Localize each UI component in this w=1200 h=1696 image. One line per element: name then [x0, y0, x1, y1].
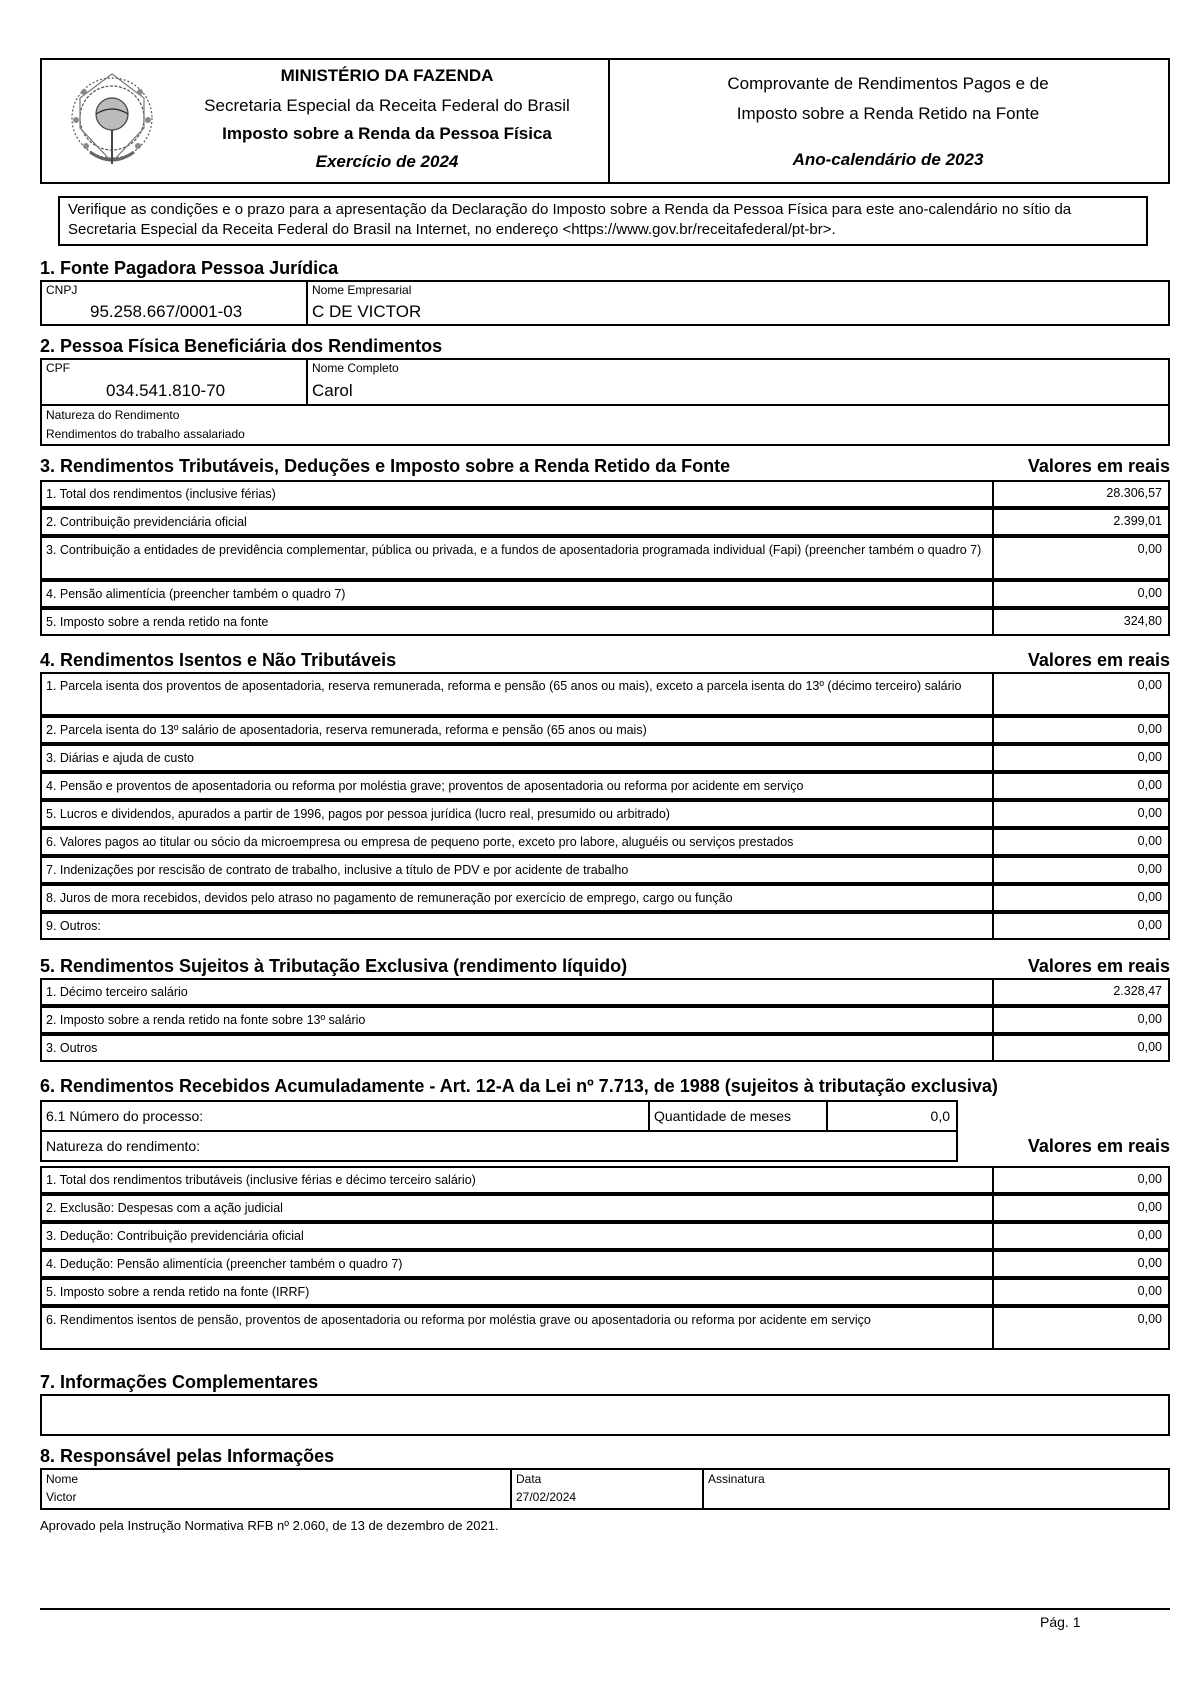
document-header	[40, 58, 1170, 184]
responsible-name-label: Nome	[46, 1472, 79, 1486]
page-number: Pág. 1	[1040, 1614, 1081, 1630]
exercise-year: Exercício de 2024	[315, 152, 459, 171]
notice-box: Verifique as condições e o prazo para a apresentação da Declaração do Imposto sobre a Renda da Pessoa Física para este ano-calendário no sítio da Secretaria Especial da Receita Federal do Brasil na Internet, no endereço <https://www.gov.br/receitafederal/pt-br>.	[58, 196, 1148, 246]
section-3-title: 3. Rendimentos Tributáveis, Deduções e Imposto sobre a Renda Retido da Fonte	[40, 456, 731, 476]
table-row	[40, 608, 1170, 636]
row-label: 3. Contribuição a entidades de previdência complementar, pública ou privada, e a fundos de aposentadoria programada individual (Fapi) (preencher também o quadro 7)	[46, 543, 982, 557]
company-name-value: C DE VICTOR	[312, 302, 422, 321]
section-1-title: 1. Fonte Pagadora Pessoa Jurídica	[40, 258, 339, 278]
cnpj-value: 95.258.667/0001-03	[90, 302, 243, 321]
row-value: 0,00	[992, 674, 1168, 714]
cpf-label: CPF	[46, 361, 70, 375]
header-issuer-block	[42, 60, 610, 182]
row-value: 0,00	[992, 1168, 1168, 1192]
table-row	[40, 1222, 1170, 1250]
table-row	[40, 828, 1170, 856]
row-value: 0,00	[992, 1008, 1168, 1032]
footer-divider	[40, 1608, 1170, 1610]
values-in-reais-label: Valores em reais	[1027, 1136, 1170, 1156]
values-in-reais-label: Valores em reais	[1027, 956, 1170, 976]
row-label: 1. Total dos rendimentos (inclusive férias)	[46, 487, 276, 501]
brazil-coat-of-arms-icon	[60, 68, 164, 172]
section-1-box	[40, 280, 1170, 326]
table-row	[40, 1034, 1170, 1062]
row-label: 5. Imposto sobre a renda retido na fonte	[46, 615, 269, 629]
row-label: 2. Imposto sobre a renda retido na fonte sobre 13º salário	[46, 1013, 366, 1027]
cnpj-label: CNPJ	[46, 283, 78, 297]
table-row	[40, 1278, 1170, 1306]
date-value: 27/02/2024	[516, 1490, 577, 1504]
document-title-line-2: Imposto sobre a Renda Retido na Fonte	[736, 104, 1040, 123]
row-label: 3. Outros	[46, 1041, 98, 1055]
row-label: 2. Exclusão: Despesas com a ação judicial	[46, 1201, 283, 1215]
row-label: 1. Décimo terceiro salário	[46, 985, 188, 999]
row-value: 324,80	[992, 610, 1168, 634]
section-6-title: 6. Rendimentos Recebidos Acumuladamente - Art. 12-A da Lei nº 7.713, de 1988 (sujeitos à tributação exclusiva)	[40, 1076, 998, 1096]
header-document-block	[608, 60, 1168, 182]
row-value: 0,00	[992, 746, 1168, 770]
row-value: 2.328,47	[992, 980, 1168, 1004]
row-value: 0,00	[992, 1308, 1168, 1348]
table-row	[40, 536, 1170, 580]
row-label: 1. Parcela isenta dos proventos de aposentadoria, reserva remunerada, reforma e pensão (65 anos ou mais), exceto a parcela isenta do 13º (décimo terceiro) salário	[46, 679, 962, 693]
document-title-line-1: Comprovante de Rendimentos Pagos e de	[727, 74, 1049, 93]
ministry-name: MINISTÉRIO DA FAZENDA	[280, 66, 494, 85]
section-7-title: 7. Informações Complementares	[40, 1372, 319, 1392]
row-value: 28.306,57	[992, 482, 1168, 506]
calendar-year: Ano-calendário de 2023	[792, 150, 984, 169]
row-value: 0,00	[992, 538, 1168, 578]
responsible-name-value: Victor	[46, 1490, 77, 1504]
section-2-box	[40, 358, 1170, 446]
section-5-title: 5. Rendimentos Sujeitos à Tributação Exclusiva (rendimento líquido)	[40, 956, 628, 976]
tax-name: Imposto sobre a Renda da Pessoa Física	[222, 124, 552, 143]
section-4-title: 4. Rendimentos Isentos e Não Tributáveis	[40, 650, 397, 670]
row-label: 9. Outros:	[46, 919, 101, 933]
income-nature-label: Natureza do Rendimento	[46, 408, 180, 422]
row-value: 0,00	[992, 858, 1168, 882]
table-row	[40, 978, 1170, 1006]
row-value: 0,00	[992, 1224, 1168, 1248]
secretariat-name: Secretaria Especial da Receita Federal do Brasil	[204, 96, 570, 115]
full-name-label: Nome Completo	[312, 361, 399, 375]
table-row	[40, 912, 1170, 940]
row-value: 0,00	[992, 582, 1168, 606]
values-in-reais-label: Valores em reais	[1027, 650, 1170, 670]
table-row	[40, 744, 1170, 772]
section-2-title: 2. Pessoa Física Beneficiária dos Rendimentos	[40, 336, 443, 356]
table-row	[40, 772, 1170, 800]
row-label: 1. Total dos rendimentos tributáveis (inclusive férias e décimo terceiro salário)	[46, 1173, 476, 1187]
row-label: 8. Juros de mora recebidos, devidos pelo atraso no pagamento de remuneração por exercício de emprego, cargo ou função	[46, 891, 733, 905]
months-quantity-value: 0,0	[930, 1108, 950, 1124]
process-number-label: 6.1 Número do processo:	[46, 1108, 204, 1124]
table-row	[40, 1166, 1170, 1194]
row-value: 0,00	[992, 718, 1168, 742]
row-value: 0,00	[992, 1280, 1168, 1304]
full-name-value: Carol	[312, 381, 353, 400]
months-quantity-label: Quantidade de meses	[654, 1108, 791, 1124]
section-8-title: 8. Responsável pelas Informações	[40, 1446, 335, 1466]
row-label: 4. Pensão alimentícia (preencher também o quadro 7)	[46, 587, 346, 601]
row-label: 7. Indenizações por rescisão de contrato de trabalho, inclusive a título de PDV e por acidente de trabalho	[46, 863, 629, 877]
table-row	[40, 1306, 1170, 1350]
row-label: 2. Contribuição previdenciária oficial	[46, 515, 247, 529]
row-value: 0,00	[992, 830, 1168, 854]
date-label: Data	[516, 1472, 542, 1486]
table-row	[40, 1250, 1170, 1278]
approval-note: Aprovado pela Instrução Normativa RFB nº 2.060, de 13 de dezembro de 2021.	[40, 1518, 499, 1533]
row-value: 0,00	[992, 802, 1168, 826]
row-label: 5. Lucros e dividendos, apurados a partir de 1996, pagos por pessoa jurídica (lucro real, presumido ou arbitrado)	[46, 807, 670, 821]
income-nature-value: Rendimentos do trabalho assalariado	[46, 427, 245, 441]
row-value: 0,00	[992, 914, 1168, 938]
table-row	[40, 716, 1170, 744]
row-value: 2.399,01	[992, 510, 1168, 534]
row-label: 2. Parcela isenta do 13º salário de aposentadoria, reserva remunerada, reforma e pensão (65 anos ou mais)	[46, 723, 647, 737]
accumulated-income-nature-label: Natureza do rendimento:	[46, 1138, 201, 1154]
section-6-process-box	[40, 1100, 958, 1162]
table-row	[40, 508, 1170, 536]
row-label: 6. Rendimentos isentos de pensão, proventos de aposentadoria ou reforma por moléstia grave ou aposentadoria ou reforma por acidente em serviço	[46, 1313, 871, 1327]
row-value: 0,00	[992, 774, 1168, 798]
table-row	[40, 800, 1170, 828]
row-value: 0,00	[992, 886, 1168, 910]
complementary-info-box	[40, 1394, 1170, 1436]
cpf-value: 034.541.810-70	[106, 381, 226, 400]
table-row	[40, 1006, 1170, 1034]
row-label: 5. Imposto sobre a renda retido na fonte (IRRF)	[46, 1285, 310, 1299]
row-label: 6. Valores pagos ao titular ou sócio da microempresa ou empresa de pequeno porte, exceto pro labore, aluguéis ou serviços prestados	[46, 835, 794, 849]
row-value: 0,00	[992, 1196, 1168, 1220]
table-row	[40, 580, 1170, 608]
signature-label: Assinatura	[708, 1472, 765, 1486]
row-label: 4. Dedução: Pensão alimentícia (preencher também o quadro 7)	[46, 1257, 403, 1271]
table-row	[40, 480, 1170, 508]
row-value: 0,00	[992, 1252, 1168, 1276]
row-label: 4. Pensão e proventos de aposentadoria ou reforma por moléstia grave; proventos de aposentadoria ou reforma por acidente em serviço	[46, 779, 804, 793]
row-value: 0,00	[992, 1036, 1168, 1060]
row-label: 3. Dedução: Contribuição previdenciária oficial	[46, 1229, 304, 1243]
company-name-label: Nome Empresarial	[312, 283, 412, 297]
row-label: 3. Diárias e ajuda de custo	[46, 751, 195, 765]
values-in-reais-label: Valores em reais	[1027, 456, 1170, 476]
table-row	[40, 1194, 1170, 1222]
table-row	[40, 884, 1170, 912]
table-row	[40, 672, 1170, 716]
table-row	[40, 856, 1170, 884]
responsible-box	[40, 1468, 1170, 1510]
